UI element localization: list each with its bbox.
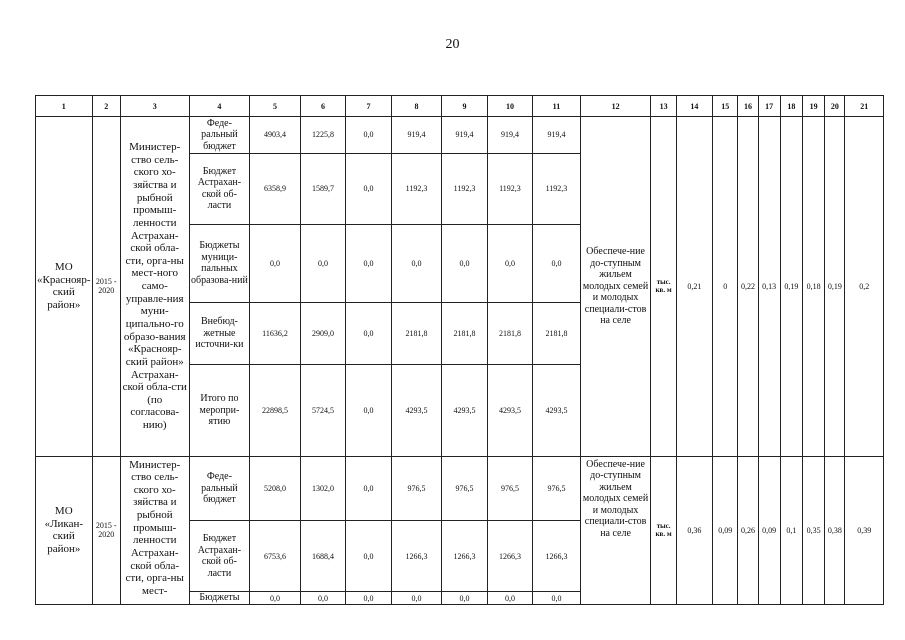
col-header: 8 bbox=[391, 96, 442, 117]
value-cell: 0,0 bbox=[346, 592, 391, 605]
indicator-value: 0 bbox=[713, 117, 738, 456]
col-header: 10 bbox=[487, 96, 532, 117]
col-header: 20 bbox=[825, 96, 845, 117]
value-cell: 976,5 bbox=[533, 456, 581, 521]
table-row bbox=[36, 456, 884, 521]
value-cell: 0,0 bbox=[346, 117, 391, 153]
value-cell: 0,0 bbox=[250, 592, 301, 605]
unit-cell: тыс. кв. м bbox=[651, 456, 676, 604]
indicator-value: 0,09 bbox=[713, 456, 738, 604]
col-header: 2 bbox=[92, 96, 120, 117]
indicator-value: 0,26 bbox=[738, 456, 758, 604]
funding-source: Внебюд-жетные источни-ки bbox=[189, 302, 250, 365]
value-cell: 0,0 bbox=[346, 224, 391, 302]
value-cell: 1192,3 bbox=[391, 153, 442, 224]
years-cell: 2015 - 2020 bbox=[92, 456, 120, 604]
col-header: 6 bbox=[300, 96, 345, 117]
executor-cell: Министер-ство сель-ского хо-зяйства и рыбной промыш-ленности Астрахан-ской обла-сти, орга-ны мест- bbox=[120, 456, 189, 604]
funding-source: Бюджет Астрахан-ской об-ласти bbox=[189, 521, 250, 592]
value-cell: 1266,3 bbox=[533, 521, 581, 592]
funding-source: Феде-ральный бюджет bbox=[189, 456, 250, 521]
col-header: 13 bbox=[651, 96, 676, 117]
value-cell: 1266,3 bbox=[442, 521, 487, 592]
value-cell: 4293,5 bbox=[487, 365, 532, 456]
indicator-value: 0,19 bbox=[780, 117, 802, 456]
value-cell: 0,0 bbox=[346, 153, 391, 224]
value-cell: 0,0 bbox=[346, 365, 391, 456]
executor-cell: Министер-ство сель-ского хо-зяйства и рыбной промыш-ленности Астрахан-ской обла-сти, орга-ны мест-ного само-управле-ния муни-ципально-го образо-вания «Краснояр-ский район» Астрахан-ской обла-сти (по согласова-нию) bbox=[120, 117, 189, 456]
col-header: 15 bbox=[713, 96, 738, 117]
page-number: 20 bbox=[445, 37, 460, 52]
col-header: 21 bbox=[845, 96, 884, 117]
municipality-cell: МО «Ликан-ский район» bbox=[36, 456, 93, 604]
value-cell: 976,5 bbox=[391, 456, 442, 521]
value-cell: 1192,3 bbox=[533, 153, 581, 224]
col-header: 5 bbox=[250, 96, 301, 117]
indicator-value: 0,22 bbox=[738, 117, 758, 456]
value-cell: 2181,8 bbox=[533, 302, 581, 365]
value-cell: 919,4 bbox=[487, 117, 532, 153]
indicator-value: 0,09 bbox=[758, 456, 780, 604]
value-cell: 4293,5 bbox=[442, 365, 487, 456]
col-header: 16 bbox=[738, 96, 758, 117]
value-cell: 0,0 bbox=[487, 224, 532, 302]
table-row bbox=[36, 117, 884, 153]
value-cell: 0,0 bbox=[391, 592, 442, 605]
value-cell: 1266,3 bbox=[487, 521, 532, 592]
budget-table bbox=[35, 95, 884, 605]
col-header: 19 bbox=[803, 96, 825, 117]
header-row bbox=[36, 96, 884, 117]
value-cell: 1192,3 bbox=[442, 153, 487, 224]
value-cell: 0,0 bbox=[442, 592, 487, 605]
value-cell: 6358,9 bbox=[250, 153, 301, 224]
value-cell: 4293,5 bbox=[533, 365, 581, 456]
funding-source: Бюджеты bbox=[189, 592, 250, 605]
municipality-cell: МО «Краснояр-ский район» bbox=[36, 117, 93, 456]
value-cell: 0,0 bbox=[391, 224, 442, 302]
col-header: 11 bbox=[533, 96, 581, 117]
col-header: 9 bbox=[442, 96, 487, 117]
value-cell: 1266,3 bbox=[391, 521, 442, 592]
value-cell: 1225,8 bbox=[300, 117, 345, 153]
col-header: 12 bbox=[580, 96, 651, 117]
value-cell: 2909,0 bbox=[300, 302, 345, 365]
value-cell: 976,5 bbox=[442, 456, 487, 521]
indicator-value: 0,36 bbox=[676, 456, 712, 604]
indicator-value: 0,19 bbox=[825, 117, 845, 456]
indicator-cell: Обеспече-ние до-ступным жильем молодых семей и молодых специали-стов на селе bbox=[580, 456, 651, 604]
value-cell: 0,0 bbox=[300, 592, 345, 605]
indicator-cell: Обеспече-ние до-ступным жильем молодых семей и молодых специали-стов на селе bbox=[580, 117, 651, 456]
col-header: 18 bbox=[780, 96, 802, 117]
value-cell: 0,0 bbox=[250, 224, 301, 302]
value-cell: 919,4 bbox=[391, 117, 442, 153]
value-cell: 2181,8 bbox=[487, 302, 532, 365]
funding-source: Бюджет Астрахан-ской об-ласти bbox=[189, 153, 250, 224]
unit-cell: тыс. кв. м bbox=[651, 117, 676, 456]
value-cell: 1688,4 bbox=[300, 521, 345, 592]
col-header: 7 bbox=[346, 96, 391, 117]
value-cell: 5208,0 bbox=[250, 456, 301, 521]
value-cell: 1192,3 bbox=[487, 153, 532, 224]
value-cell: 919,4 bbox=[533, 117, 581, 153]
value-cell: 11636,2 bbox=[250, 302, 301, 365]
indicator-value: 0,38 bbox=[825, 456, 845, 604]
value-cell: 6753,6 bbox=[250, 521, 301, 592]
years-cell: 2015 - 2020 bbox=[92, 117, 120, 456]
value-cell: 5724,5 bbox=[300, 365, 345, 456]
indicator-value: 0,2 bbox=[845, 117, 884, 456]
indicator-value: 0,35 bbox=[803, 456, 825, 604]
col-header: 1 bbox=[36, 96, 93, 117]
value-cell: 4293,5 bbox=[391, 365, 442, 456]
col-header: 14 bbox=[676, 96, 712, 117]
col-header: 17 bbox=[758, 96, 780, 117]
funding-source: Феде-ральный бюджет bbox=[189, 117, 250, 153]
value-cell: 2181,8 bbox=[442, 302, 487, 365]
indicator-value: 0,39 bbox=[845, 456, 884, 604]
value-cell: 0,0 bbox=[533, 592, 581, 605]
value-cell: 0,0 bbox=[346, 302, 391, 365]
funding-source: Итого по меропри-ятию bbox=[189, 365, 250, 456]
indicator-value: 0,13 bbox=[758, 117, 780, 456]
value-cell: 976,5 bbox=[487, 456, 532, 521]
value-cell: 4903,4 bbox=[250, 117, 301, 153]
value-cell: 22898,5 bbox=[250, 365, 301, 456]
value-cell: 0,0 bbox=[533, 224, 581, 302]
value-cell: 1589,7 bbox=[300, 153, 345, 224]
value-cell: 1302,0 bbox=[300, 456, 345, 521]
indicator-value: 0,1 bbox=[780, 456, 802, 604]
value-cell: 0,0 bbox=[346, 521, 391, 592]
indicator-value: 0,18 bbox=[803, 117, 825, 456]
col-header: 3 bbox=[120, 96, 189, 117]
value-cell: 0,0 bbox=[300, 224, 345, 302]
value-cell: 0,0 bbox=[442, 224, 487, 302]
value-cell: 0,0 bbox=[487, 592, 532, 605]
indicator-value: 0,21 bbox=[676, 117, 712, 456]
value-cell: 919,4 bbox=[442, 117, 487, 153]
funding-source: Бюджеты муници-пальных образова-ний bbox=[189, 224, 250, 302]
value-cell: 2181,8 bbox=[391, 302, 442, 365]
value-cell: 0,0 bbox=[346, 456, 391, 521]
col-header: 4 bbox=[189, 96, 250, 117]
